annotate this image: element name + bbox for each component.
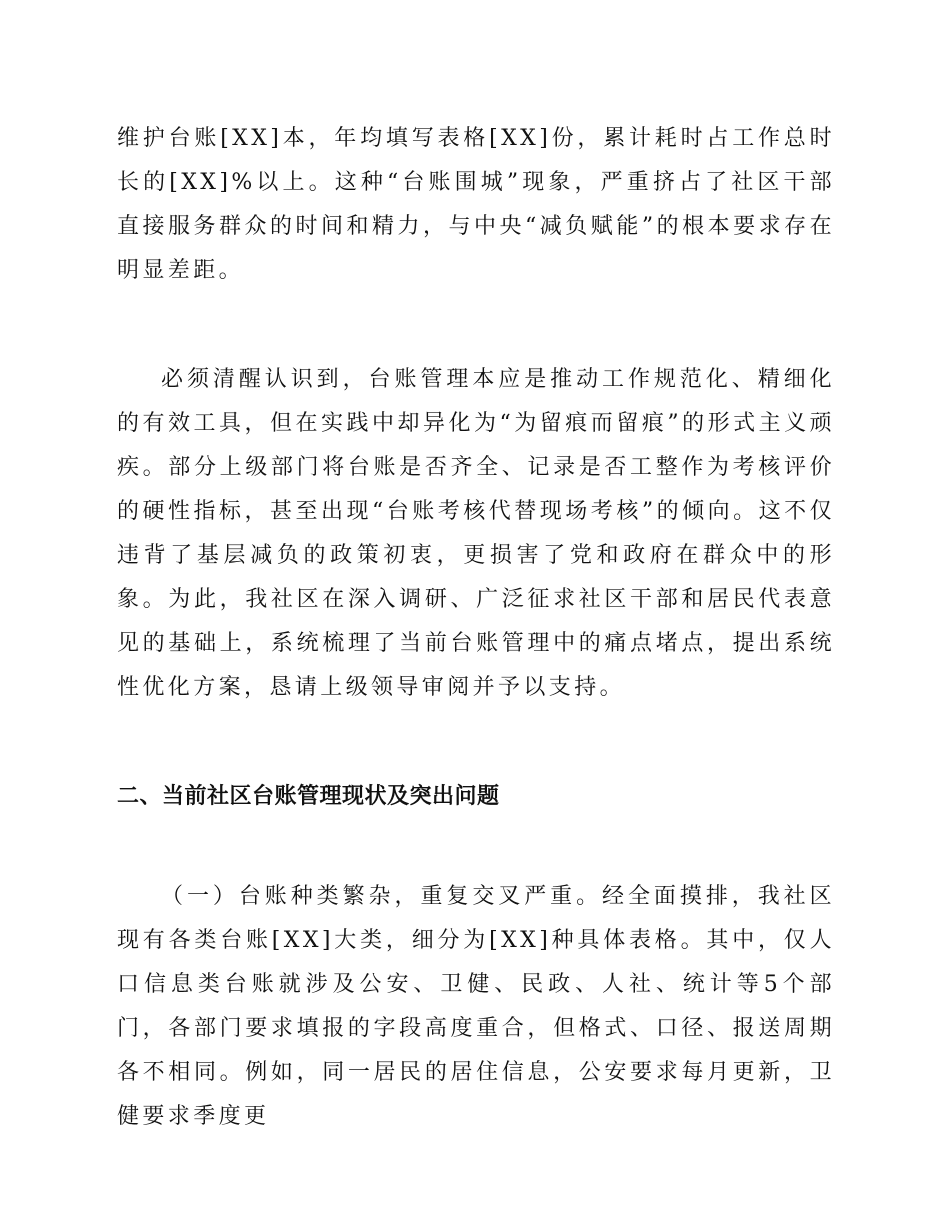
paragraph-recognition: 必须清醒认识到，台账管理本应是推动工作规范化、精细化的有效工具，但在实践中却异化为“为留痕而留痕”的形式主义顽疾。部分上级部门将台账是否齐全、记录是否工整作为考核评价的硬性指标，甚至出现“台账考核代替现场考核”的倾向。这不仅违背了基层减负的政策初衷，更损害了党和政府在群众中的形象。为此，我社区在深入调研、广泛征求社区干部和居民代表意见的基础上，系统梳理了当前台账管理中的痛点堵点，提出系统性优化方案，恳请上级领导审阅并予以支持。 — [117, 367, 835, 700]
paragraph-ledger-types: （一）台账种类繁杂，重复交叉严重。经全面摸排，我社区现有各类台账[XX]大类，细分为[XX]种具体表格。其中，仅人口信息类台账就涉及公安、卫健、民政、人社、统计等5个部门，各部门要求填报的字段高度重合，但格式、口径、报送周期各不相同。例如，同一居民的居住信息，公安要求每月更新，卫健要求季度更 — [117, 884, 835, 1129]
paragraph-continuation: 维护台账[XX]本，年均填写表格[XX]份，累计耗时占工作总时长的[XX]%以上。这种“台账围城”现象，严重挤占了社区干部直接服务群众的时间和精力，与中央“减负赋能”的根本要求存在明显差距。 — [117, 126, 835, 283]
document-body — [117, 117, 835, 1139]
section-heading: 二、当前社区台账管理现状及突出问题 — [117, 784, 500, 809]
